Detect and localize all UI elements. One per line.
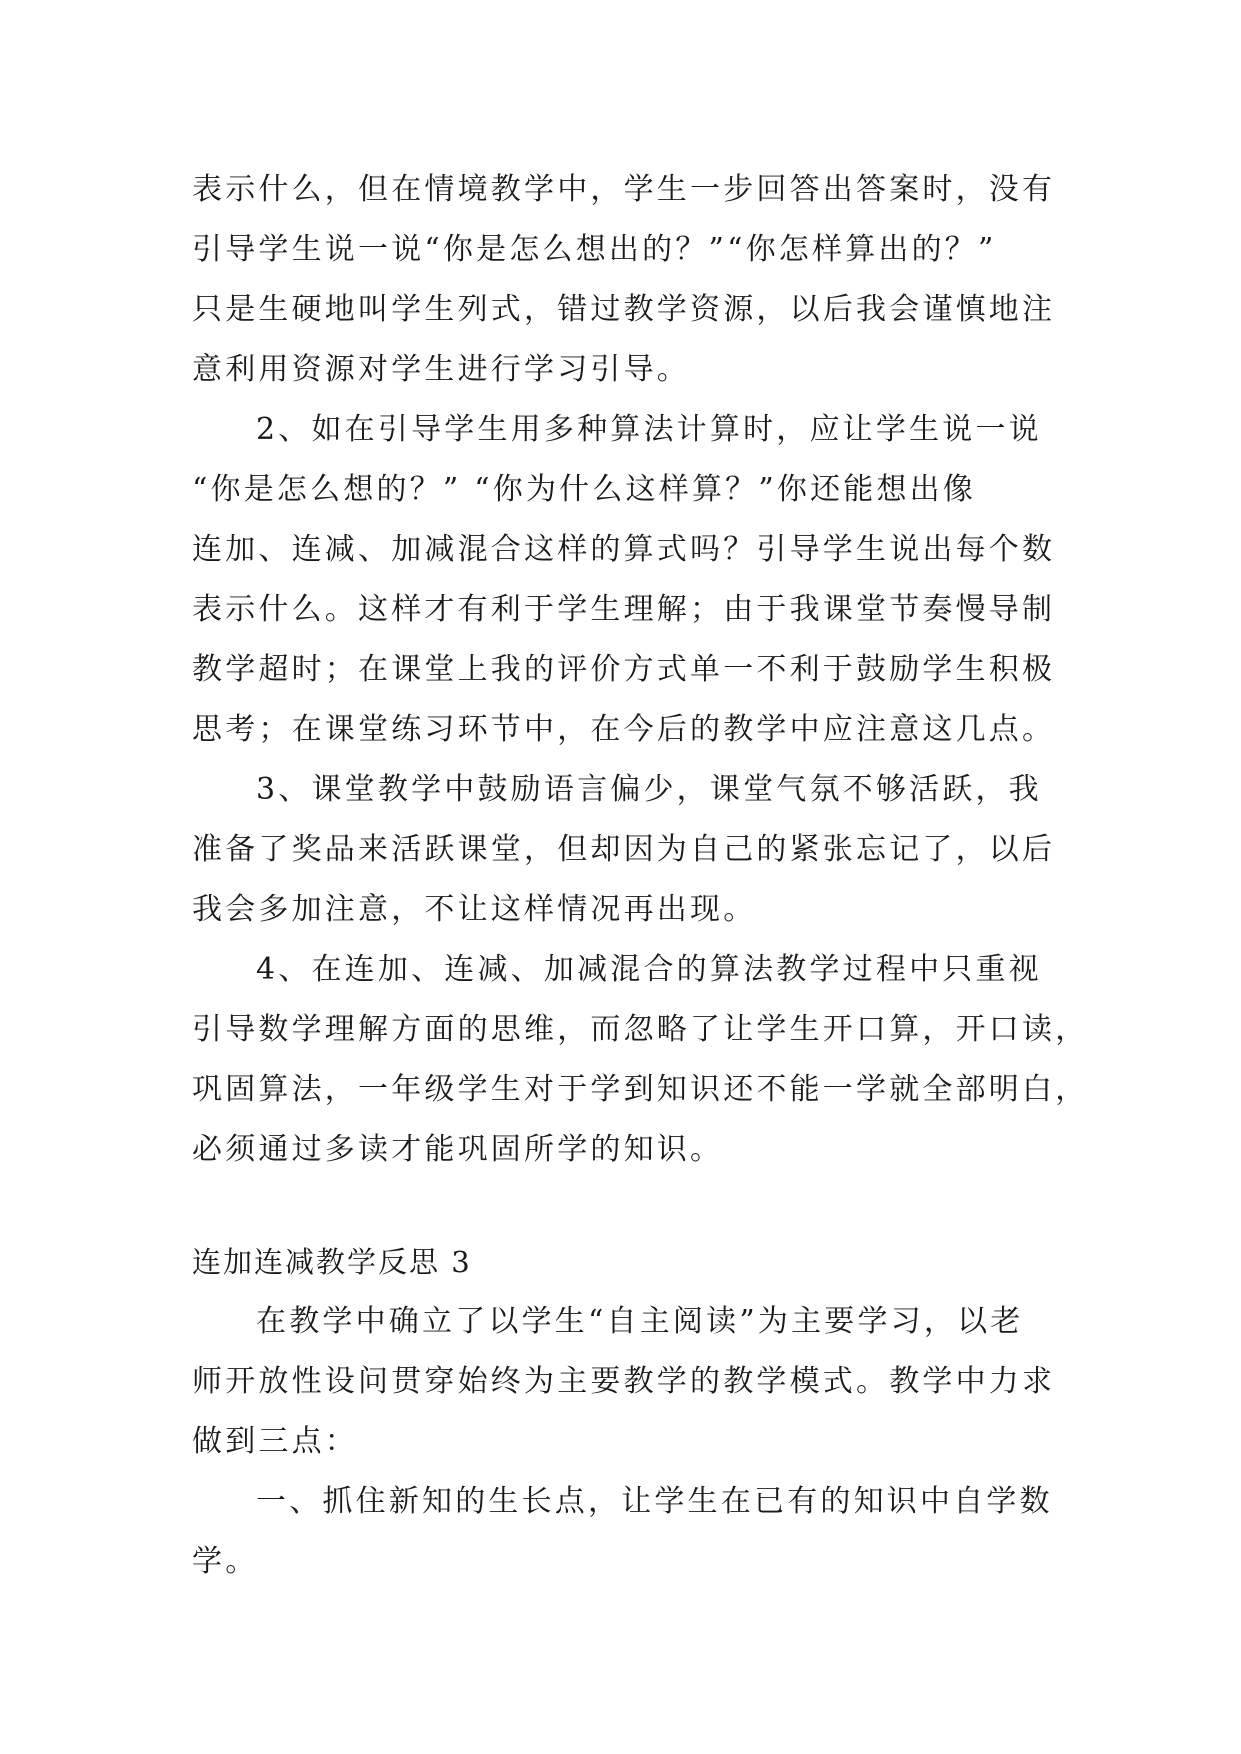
text-line: 连加、连减、加减混合这样的算式吗？引导学生说出每个数: [192, 532, 1056, 567]
paragraph-4: [192, 940, 1089, 1180]
paragraph-3: [192, 760, 1072, 940]
text-line: 只是生硬地叫学生列式，错过教学资源，以后我会谨慎地注: [192, 292, 1056, 327]
text-line: 巩固算法，一年级学生对于学到知识还不能一学就全部明白，: [192, 1072, 1089, 1107]
text-line: 必须通过多读才能巩固所学的知识。: [192, 1132, 724, 1167]
paragraph-1: [192, 160, 1072, 400]
text-line: 一、抓住新知的生长点，让学生在已有的知识中自学数: [256, 1484, 1053, 1519]
text-line: 师开放性设问贯穿始终为主要教学的教学模式。教学中力求: [192, 1364, 1056, 1399]
text-line: 引导数学理解方面的思维，而忽略了让学生开口算，开口读，: [192, 1012, 1089, 1047]
text-line: 思考；在课堂练习环节中，在今后的教学中应注意这几点。: [192, 712, 1056, 747]
text-line: 我会多加注意，不让这样情况再出现。: [192, 892, 757, 927]
text-line: 做到三点：: [192, 1424, 358, 1459]
text-line: 准备了奖品来活跃课堂，但却因为自己的紧张忘记了，以后: [192, 832, 1056, 867]
paragraph-2: [192, 400, 1072, 760]
text-line: 意利用资源对学生进行学习引导。: [192, 352, 690, 387]
text-line: 引导学生说一说“你是怎么想出的？”“你怎样算出的？”: [192, 232, 997, 267]
text-line: 教学超时；在课堂上我的评价方式单一不利于鼓励学生积极: [192, 652, 1056, 687]
text-line: 表示什么，但在情境教学中，学生一步回答出答案时，没有: [192, 172, 1056, 207]
document-body: [192, 160, 1089, 1592]
section-title: 连加连减教学反思 3: [192, 1245, 472, 1279]
text-line: 3、课堂教学中鼓励语言偏少，课堂气氛不够活跃，我: [256, 772, 1042, 807]
paragraph-6: [192, 1472, 1072, 1592]
text-line: “你是怎么想的？” “你为什么这样算？”你还能想出像: [192, 472, 977, 507]
text-line: 表示什么。这样才有利于学生理解；由于我课堂节奏慢导制: [192, 592, 1056, 627]
text-line: 4、在连加、连减、加减混合的算法教学过程中只重视: [256, 952, 1042, 987]
text-line: 2、如在引导学生用多种算法计算时，应让学生说一说: [256, 412, 1042, 447]
text-line: 在教学中确立了以学生“自主阅读”为主要学习，以老: [256, 1304, 1024, 1339]
paragraph-5: [192, 1292, 1072, 1472]
section-gap: [192, 1180, 1072, 1232]
text-line: 学。: [192, 1544, 259, 1579]
